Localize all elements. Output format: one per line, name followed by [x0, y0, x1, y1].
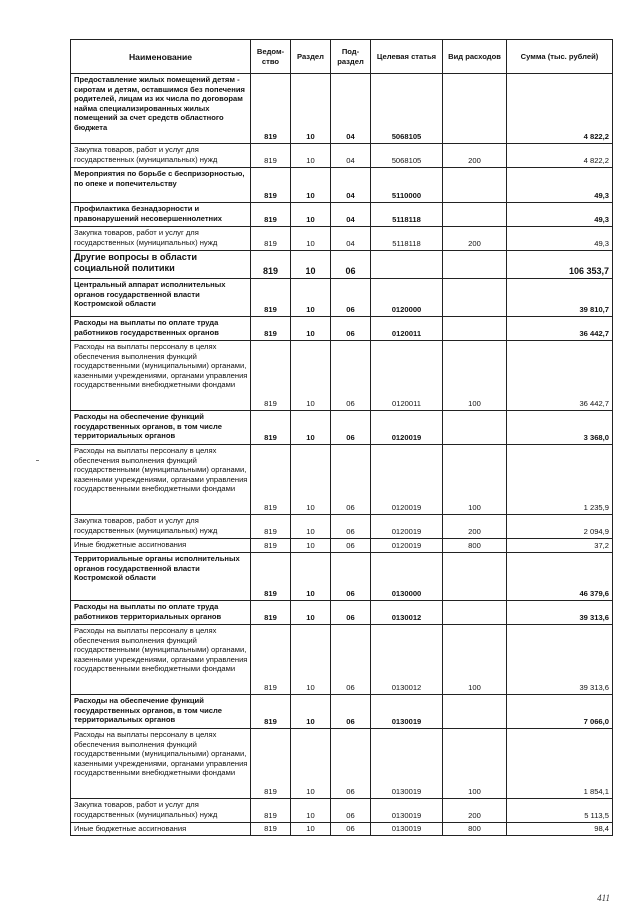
table-row	[71, 625, 613, 695]
cell-name: Закупка товаров, работ и услуг для государственных (муниципальных) нужд	[71, 515, 251, 539]
cell-section: 10	[291, 729, 331, 799]
cell-sum: 4 822,2	[507, 74, 613, 144]
cell-subsection: 04	[331, 168, 371, 203]
cell-name: Профилактика безнадзорности и правонарушений несовершеннолетних	[71, 203, 251, 227]
fold-mark	[36, 460, 39, 461]
cell-subsection: 04	[331, 203, 371, 227]
cell-dept: 819	[251, 317, 291, 341]
cell-sum: 36 442,7	[507, 341, 613, 411]
table-body	[71, 74, 613, 836]
cell-sum: 49,3	[507, 168, 613, 203]
cell-expense-type	[443, 203, 507, 227]
cell-name: Расходы на выплаты персоналу в целях обеспечения выполнения функций государственными (муниципальными) органами, казенными учреждениями, органами управления государственными внебюджетными фондами	[71, 625, 251, 695]
cell-dept: 819	[251, 341, 291, 411]
table-row	[71, 203, 613, 227]
cell-dept: 819	[251, 625, 291, 695]
cell-name: Иные бюджетные ассигнования	[71, 823, 251, 836]
cell-subsection: 06	[331, 695, 371, 729]
cell-sum: 3 368,0	[507, 411, 613, 445]
cell-expense-type: 100	[443, 625, 507, 695]
cell-name: Мероприятия по борьбе с беспризорностью, по опеке и попечительству	[71, 168, 251, 203]
cell-dept: 819	[251, 279, 291, 317]
cell-subsection: 06	[331, 251, 371, 279]
cell-section: 10	[291, 601, 331, 625]
cell-expense-type: 100	[443, 445, 507, 515]
cell-dept: 819	[251, 601, 291, 625]
cell-dept: 819	[251, 168, 291, 203]
page-number: 411	[597, 893, 610, 903]
cell-expense-type: 100	[443, 341, 507, 411]
cell-expense-type	[443, 317, 507, 341]
cell-section: 10	[291, 317, 331, 341]
table-row	[71, 729, 613, 799]
cell-subsection: 06	[331, 625, 371, 695]
cell-target: 0120019	[371, 411, 443, 445]
cell-target	[371, 251, 443, 279]
cell-dept: 819	[251, 445, 291, 515]
cell-expense-type: 200	[443, 515, 507, 539]
table-row	[71, 445, 613, 515]
cell-section: 10	[291, 539, 331, 553]
cell-subsection: 06	[331, 445, 371, 515]
cell-target: 0130019	[371, 729, 443, 799]
cell-dept: 819	[251, 227, 291, 251]
cell-name: Другие вопросы в области социальной политики	[71, 251, 251, 279]
header-name: Наименование	[71, 40, 251, 74]
cell-section: 10	[291, 625, 331, 695]
cell-expense-type: 200	[443, 144, 507, 168]
cell-name: Иные бюджетные ассигнования	[71, 539, 251, 553]
cell-target: 5068105	[371, 74, 443, 144]
table-row	[71, 601, 613, 625]
cell-expense-type	[443, 411, 507, 445]
table-row	[71, 823, 613, 836]
cell-sum: 106 353,7	[507, 251, 613, 279]
cell-expense-type: 800	[443, 539, 507, 553]
cell-subsection: 04	[331, 74, 371, 144]
cell-name: Закупка товаров, работ и услуг для государственных (муниципальных) нужд	[71, 227, 251, 251]
cell-sum: 49,3	[507, 227, 613, 251]
cell-subsection: 06	[331, 515, 371, 539]
cell-section: 10	[291, 341, 331, 411]
cell-sum: 46 379,6	[507, 553, 613, 601]
cell-target: 5068105	[371, 144, 443, 168]
cell-target: 0120019	[371, 539, 443, 553]
cell-dept: 819	[251, 695, 291, 729]
cell-dept: 819	[251, 823, 291, 836]
cell-sum: 7 066,0	[507, 695, 613, 729]
header-subsection: Под-раздел	[331, 40, 371, 74]
cell-sum: 98,4	[507, 823, 613, 836]
cell-target: 0130012	[371, 601, 443, 625]
cell-name: Расходы на выплаты персоналу в целях обеспечения выполнения функций государственными (муниципальными) органами, казенными учреждениями, органами управления государственными внебюджетными фондами	[71, 445, 251, 515]
cell-sum: 2 094,9	[507, 515, 613, 539]
table-row	[71, 74, 613, 144]
cell-dept: 819	[251, 203, 291, 227]
cell-name: Предоставление жилых помещений детям - сиротам и детям, оставшимся без попечения родителей, лицам из их числа по договорам найма специализированных жилых помещений за счет средств областного бюджета	[71, 74, 251, 144]
cell-dept: 819	[251, 74, 291, 144]
cell-sum: 5 113,5	[507, 799, 613, 823]
cell-sum: 39 810,7	[507, 279, 613, 317]
header-target: Целевая статья	[371, 40, 443, 74]
cell-target: 0120019	[371, 515, 443, 539]
cell-name: Расходы на обеспечение функций государственных органов, в том числе территориальных органов	[71, 411, 251, 445]
cell-name: Расходы на выплаты по оплате труда работников территориальных органов	[71, 601, 251, 625]
cell-target: 5118118	[371, 227, 443, 251]
cell-target: 0130019	[371, 695, 443, 729]
cell-sum: 36 442,7	[507, 317, 613, 341]
cell-section: 10	[291, 553, 331, 601]
cell-section: 10	[291, 144, 331, 168]
header-expense-type: Вид расходов	[443, 40, 507, 74]
cell-target: 0120011	[371, 341, 443, 411]
cell-subsection: 06	[331, 341, 371, 411]
cell-name: Территориальные органы исполнительных органов государственной власти Костромской области	[71, 553, 251, 601]
cell-dept: 819	[251, 799, 291, 823]
cell-section: 10	[291, 411, 331, 445]
table-row	[71, 251, 613, 279]
cell-expense-type	[443, 74, 507, 144]
cell-name: Расходы на выплаты персоналу в целях обеспечения выполнения функций государственными (муниципальными) органами, казенными учреждениями, органами управления государственными внебюджетными фондами	[71, 729, 251, 799]
header-sum: Сумма (тыс. рублей)	[507, 40, 613, 74]
cell-subsection: 06	[331, 553, 371, 601]
cell-expense-type	[443, 168, 507, 203]
cell-subsection: 06	[331, 539, 371, 553]
cell-subsection: 06	[331, 823, 371, 836]
cell-dept: 819	[251, 539, 291, 553]
cell-name: Расходы на выплаты по оплате труда работников государственных органов	[71, 317, 251, 341]
cell-expense-type	[443, 251, 507, 279]
cell-subsection: 06	[331, 279, 371, 317]
table-row	[71, 553, 613, 601]
cell-expense-type	[443, 279, 507, 317]
cell-section: 10	[291, 251, 331, 279]
cell-dept: 819	[251, 729, 291, 799]
cell-section: 10	[291, 823, 331, 836]
cell-dept: 819	[251, 411, 291, 445]
table-row	[71, 317, 613, 341]
table-row	[71, 144, 613, 168]
table-row	[71, 411, 613, 445]
cell-target: 0130000	[371, 553, 443, 601]
cell-target: 0120019	[371, 445, 443, 515]
cell-subsection: 04	[331, 144, 371, 168]
cell-expense-type	[443, 553, 507, 601]
cell-target: 0120000	[371, 279, 443, 317]
cell-section: 10	[291, 74, 331, 144]
cell-target: 5118118	[371, 203, 443, 227]
cell-target: 0120011	[371, 317, 443, 341]
cell-sum: 1 235,9	[507, 445, 613, 515]
cell-name: Закупка товаров, работ и услуг для государственных (муниципальных) нужд	[71, 799, 251, 823]
cell-section: 10	[291, 227, 331, 251]
cell-name: Закупка товаров, работ и услуг для государственных (муниципальных) нужд	[71, 144, 251, 168]
cell-name: Центральный аппарат исполнительных органов государственной власти Костромской области	[71, 279, 251, 317]
cell-dept: 819	[251, 144, 291, 168]
header-section: Раздел	[291, 40, 331, 74]
cell-section: 10	[291, 168, 331, 203]
cell-subsection: 06	[331, 411, 371, 445]
table-row	[71, 341, 613, 411]
cell-sum: 1 854,1	[507, 729, 613, 799]
cell-target: 0130012	[371, 625, 443, 695]
cell-section: 10	[291, 279, 331, 317]
table-row	[71, 227, 613, 251]
cell-expense-type	[443, 695, 507, 729]
cell-target: 0130019	[371, 799, 443, 823]
cell-expense-type: 200	[443, 227, 507, 251]
cell-subsection: 04	[331, 227, 371, 251]
table-header-row	[71, 40, 613, 74]
cell-sum: 37,2	[507, 539, 613, 553]
cell-subsection: 06	[331, 601, 371, 625]
cell-subsection: 06	[331, 729, 371, 799]
cell-section: 10	[291, 799, 331, 823]
cell-sum: 39 313,6	[507, 625, 613, 695]
budget-table	[70, 39, 613, 836]
cell-dept: 819	[251, 553, 291, 601]
cell-target: 5110000	[371, 168, 443, 203]
cell-section: 10	[291, 515, 331, 539]
cell-subsection: 06	[331, 799, 371, 823]
cell-name: Расходы на выплаты персоналу в целях обеспечения выполнения функций государственными (муниципальными) органами, казенными учреждениями, органами управления государственными внебюджетными фондами	[71, 341, 251, 411]
table-row	[71, 279, 613, 317]
cell-sum: 39 313,6	[507, 601, 613, 625]
cell-target: 0130019	[371, 823, 443, 836]
cell-subsection: 06	[331, 317, 371, 341]
table-row	[71, 539, 613, 553]
table-row	[71, 515, 613, 539]
cell-expense-type: 800	[443, 823, 507, 836]
cell-expense-type: 200	[443, 799, 507, 823]
cell-sum: 4 822,2	[507, 144, 613, 168]
cell-dept: 819	[251, 515, 291, 539]
cell-section: 10	[291, 203, 331, 227]
header-dept: Ведом-ство	[251, 40, 291, 74]
cell-expense-type: 100	[443, 729, 507, 799]
cell-dept: 819	[251, 251, 291, 279]
cell-section: 10	[291, 445, 331, 515]
table-row	[71, 168, 613, 203]
cell-name: Расходы на обеспечение функций государственных органов, в том числе территориальных органов	[71, 695, 251, 729]
table-row	[71, 695, 613, 729]
table-row	[71, 799, 613, 823]
cell-expense-type	[443, 601, 507, 625]
cell-section: 10	[291, 695, 331, 729]
cell-sum: 49,3	[507, 203, 613, 227]
